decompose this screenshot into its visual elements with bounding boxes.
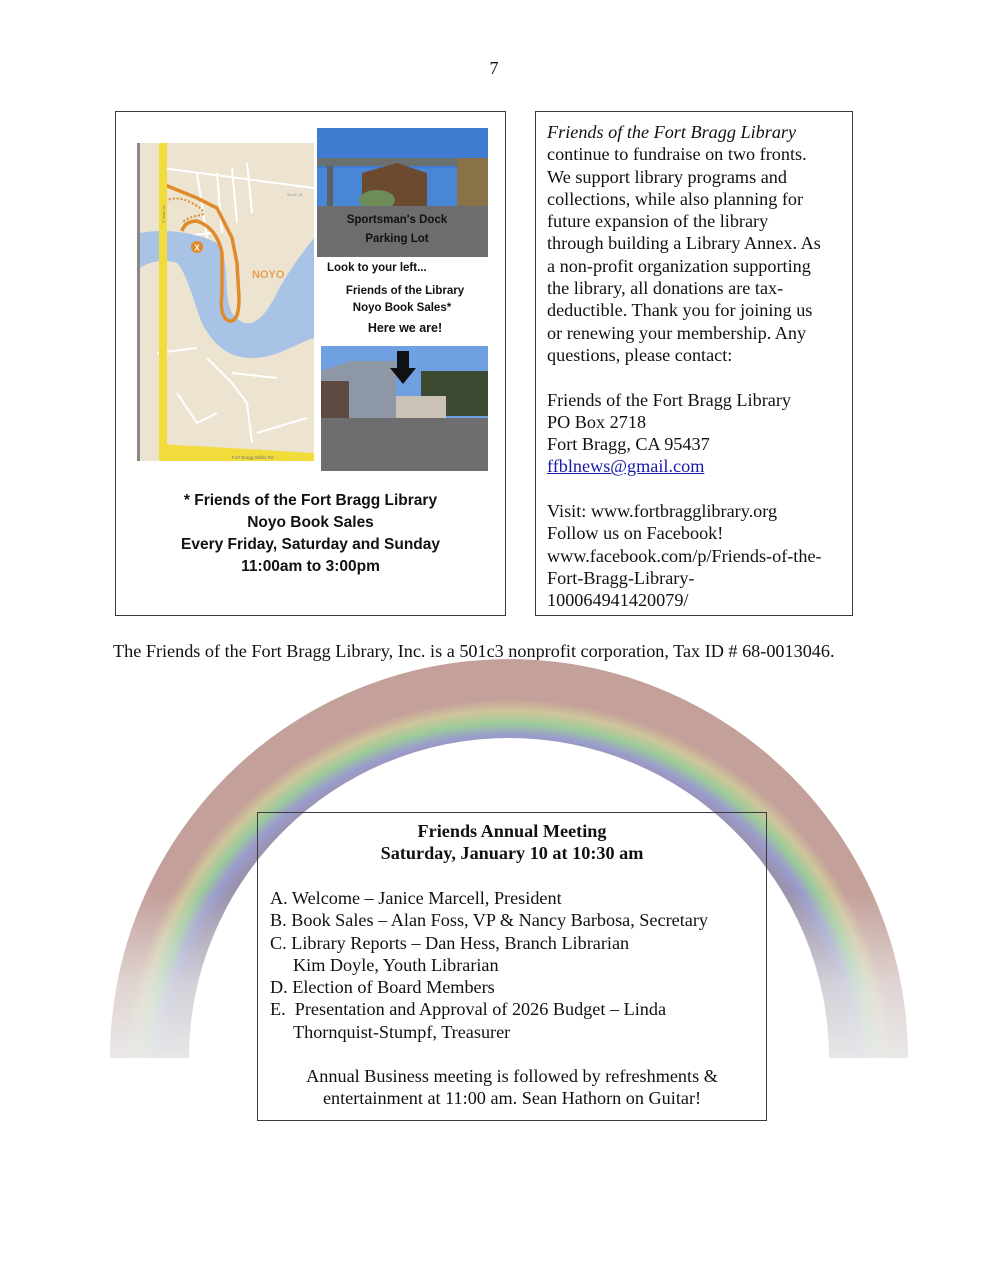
facebook-line: 100064941420079/ [547,590,689,611]
map-label-main-st: S Main St [161,205,166,223]
info-line: deductible. Thank you for joining us [547,300,813,321]
address-line: Fort Bragg, CA 95437 [547,434,710,455]
info-line: continue to fundraise on two fronts. [547,144,807,165]
meeting-note-line: entertainment at 11:00 am. Sean Hathorn on Guitar! [322,1088,702,1109]
facebook-line: Follow us on Facebook! [547,523,724,544]
info-line: future expansion of the library [547,211,769,232]
photo1-overlay-line2: Parking Lot [365,233,429,245]
info-line: or renewing your membership. Any [547,322,807,343]
info-line: through building a Library Annex. As [547,233,821,254]
meeting-date: Saturday, January 10 at 10:30 am [380,843,644,864]
info-line: the library, all donations are tax- [547,278,784,299]
agenda-item-continued: Kim Doyle, Youth Librarian [293,954,499,975]
caption-line: Noyo Book Sales [247,514,374,531]
page-number: 7 [489,58,499,78]
info-line: questions, please contact: [547,344,733,365]
look-left-text: Look to your left... [327,262,427,274]
info-line: We support library programs and [547,166,787,187]
info-line: collections, while also planning for [547,188,804,209]
here-we-are-text: Here we are! [367,321,443,335]
agenda-item: A. Welcome – Janice Marcell, President [270,888,562,908]
agenda-item: C. Library Reports – Dan Hess, Branch Librarian [270,932,630,953]
friends-library-text: Friends of the Library [345,285,465,297]
facebook-line: Fort-Bragg-Library- [547,567,695,588]
map-label-highway: Fort Bragg-Willits Rd [232,455,274,460]
website-line: Visit: www.fortbragglibrary.org [547,501,778,522]
meeting-note [258,1065,766,1110]
org-name-italic: Friends of the Fort Bragg Library [547,122,797,142]
noyo-sales-text: Noyo Book Sales* [352,302,452,314]
agenda-item-continued: Thornquist-Stumpf, Treasurer [293,1021,511,1042]
meeting-note-line: Annual Business meeting is followed by refreshments & [306,1066,718,1086]
caption-line: * Friends of the Fort Bragg Library [183,492,438,509]
agenda-item: D. Election of Board Members [270,977,495,998]
nonprofit-statement: The Friends of the Fort Bragg Library, Inc. is a 501c3 nonprofit corporation, Tax ID # 68-0013046. [113,641,835,661]
caption-line: 11:00am to 3:00pm [241,558,380,575]
info-line: a non-profit organization supporting [547,255,811,276]
map-label-south-st: South St [287,192,303,197]
annual-meeting-box [257,812,767,1121]
agenda-item: B. Book Sales – Alan Foss, VP & Nancy Barbosa, Secretary [270,910,708,931]
agenda-item: E. Presentation and Approval of 2026 Budget – Linda [270,999,667,1020]
agenda-list [270,887,708,1043]
photo1-overlay-line1: Sportsman's Dock [346,214,448,226]
facebook-line: www.facebook.com/p/Friends-of-the- [547,545,822,566]
email-link[interactable]: ffblnews@gmail.com [547,456,705,477]
address-line: PO Box 2718 [547,411,647,432]
map-marker-label: X [194,243,200,253]
map-label-noyo: NOYO [252,269,285,281]
address-line: Friends of the Fort Bragg Library [547,389,791,410]
meeting-title: Friends Annual Meeting [417,821,607,841]
caption-line: Every Friday, Saturday and Sunday [181,536,440,553]
